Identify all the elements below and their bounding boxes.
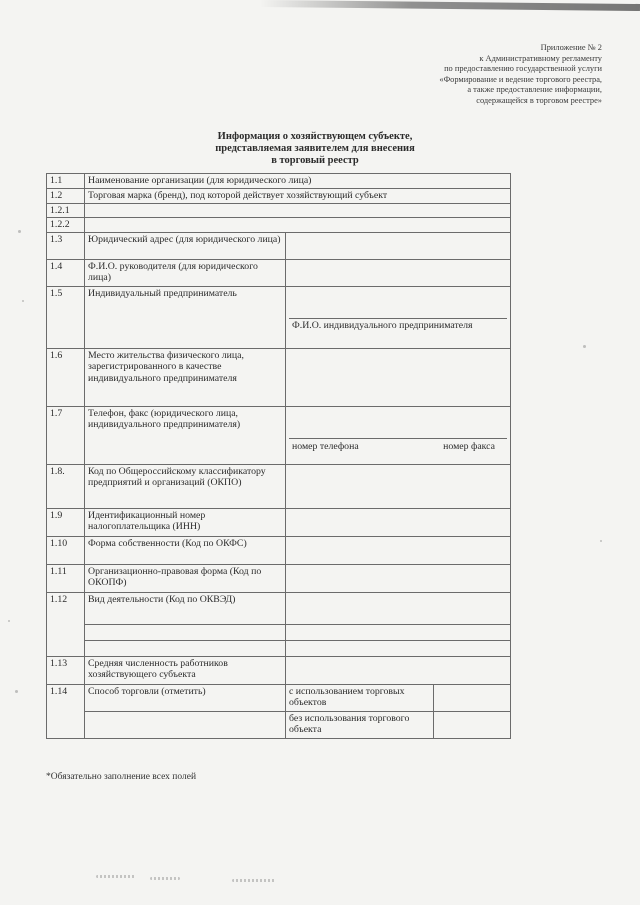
table-row [47,564,511,592]
row-label: Торговая марка (бренд), под которой действует хозяйствующий субъект [85,188,511,203]
appendix-line: «Формирование и ведение торгового реестра, [439,74,602,84]
brand-field-2[interactable] [85,218,511,233]
table-row [47,656,511,684]
scan-smudge [150,877,180,880]
title-line: Информация о хозяйствующем субъекте, [217,131,413,142]
trade-option-with-objects-checkbox[interactable] [434,684,511,711]
row-label: Место жительства физического лица, зарегистрированного в качестве индивидуального предпринимателя [85,348,286,406]
phone-fax-cell [286,406,511,464]
phone-caption: номер телефона [292,440,359,452]
table-row [47,406,511,464]
footnote: *Обязательно заполнение всех полей [46,772,197,782]
row-label: Код по Общероссийскому классификатору предприятий и организаций (ОКПО) [85,464,286,508]
scan-speck [22,300,24,302]
table-row [47,536,511,564]
row-label: Средняя численность работников хозяйствующего субъекта [85,656,286,684]
scan-speck [583,345,586,348]
table-row [47,508,511,536]
row-label: Ф.И.О. руководителя (для юридического лица) [85,259,286,286]
document-title [160,131,470,167]
row-number: 1.12 [47,592,85,656]
trade-option-with-objects: с использованием торговых объектов [286,684,434,711]
scan-speck [8,620,10,622]
director-name-field[interactable] [286,259,511,286]
table-row [47,592,511,624]
row-number: 1.6 [47,348,85,406]
row-number: 1.4 [47,259,85,286]
scan-smudge [232,879,276,882]
table-row [47,259,511,286]
row-label: Юридический адрес (для юридического лица) [85,232,286,259]
appendix-line: содержащейся в торговом реестре» [476,95,602,105]
appendix-line: Приложение № 2 [540,43,602,52]
row-number: 1.2.2 [47,218,85,233]
fax-caption: номер факса [443,440,496,452]
table-row [47,232,511,259]
table-row [47,711,511,738]
row-label: Форма собственности (Код по ОКФС) [85,536,286,564]
row-number: 1.8. [47,464,85,508]
row-number: 1.13 [47,656,85,684]
row-number: 1.1 [47,174,85,189]
trade-option-without-objects-checkbox[interactable] [434,711,511,738]
table-row [47,218,511,233]
appendix-header [302,43,602,107]
okopf-field[interactable] [286,564,511,592]
entrepreneur-name-field[interactable] [289,288,507,319]
okved-label-extra-1 [85,624,286,640]
trade-label-extra [85,711,286,738]
row-number: 1.2 [47,188,85,203]
appendix-line: по предоставлению государственной услуги [444,64,602,74]
appendix-line: к Административному регламенту [479,53,602,63]
table-row [47,286,511,348]
appendix-line: а также предоставление информации, [467,85,602,95]
phone-fax-captions [289,439,507,453]
entrepreneur-name-caption: Ф.И.О. индивидуального предпринимателя [292,319,473,331]
row-label: Организационно-правовая форма (Код по ОКОПФ) [85,564,286,592]
title-line: представляемая заявителем для внесения [215,143,415,154]
row-number: 1.14 [47,684,85,738]
entrepreneur-name-cell [286,286,511,348]
table-row [47,684,511,711]
row-label: Телефон, факс (юридического лица, индивидуального предпринимателя) [85,406,286,464]
brand-field-1[interactable] [85,203,511,218]
table-row [47,203,511,218]
scan-smudge [96,875,136,878]
phone-fax-field[interactable] [289,408,507,439]
inn-field[interactable] [286,508,511,536]
info-form-table [46,173,511,739]
row-number: 1.2.1 [47,203,85,218]
okved-field-3[interactable] [286,640,511,656]
scan-speck [18,230,21,233]
scan-speck [15,690,18,693]
row-number: 1.7 [47,406,85,464]
table-row [47,624,511,640]
table-row [47,464,511,508]
okpo-field[interactable] [286,464,511,508]
row-label: Способ торговли (отметить) [85,684,286,711]
table-row [47,188,511,203]
okved-label-extra-2 [85,640,286,656]
table-row [47,174,511,189]
row-number: 1.10 [47,536,85,564]
okfs-field[interactable] [286,536,511,564]
row-number: 1.9 [47,508,85,536]
row-label: Наименование организации (для юридического лица) [85,174,511,189]
row-number: 1.11 [47,564,85,592]
row-number: 1.3 [47,232,85,259]
employees-field[interactable] [286,656,511,684]
trade-option-without-objects: без использования торгового объекта [286,711,434,738]
row-number: 1.5 [47,286,85,348]
table-row [47,640,511,656]
table-row [47,348,511,406]
legal-address-field[interactable] [286,232,511,259]
row-label: Индивидуальный предприниматель [85,286,286,348]
okved-field-2[interactable] [286,624,511,640]
scan-speck [600,540,602,542]
row-label: Идентификационный номер налогоплательщика (ИНН) [85,508,286,536]
row-label: Вид деятельности (Код по ОКВЭД) [85,592,286,624]
title-line: в торговый реестр [271,155,359,166]
residence-field[interactable] [286,348,511,406]
okved-field-1[interactable] [286,592,511,624]
scan-edge-shadow [260,0,640,11]
